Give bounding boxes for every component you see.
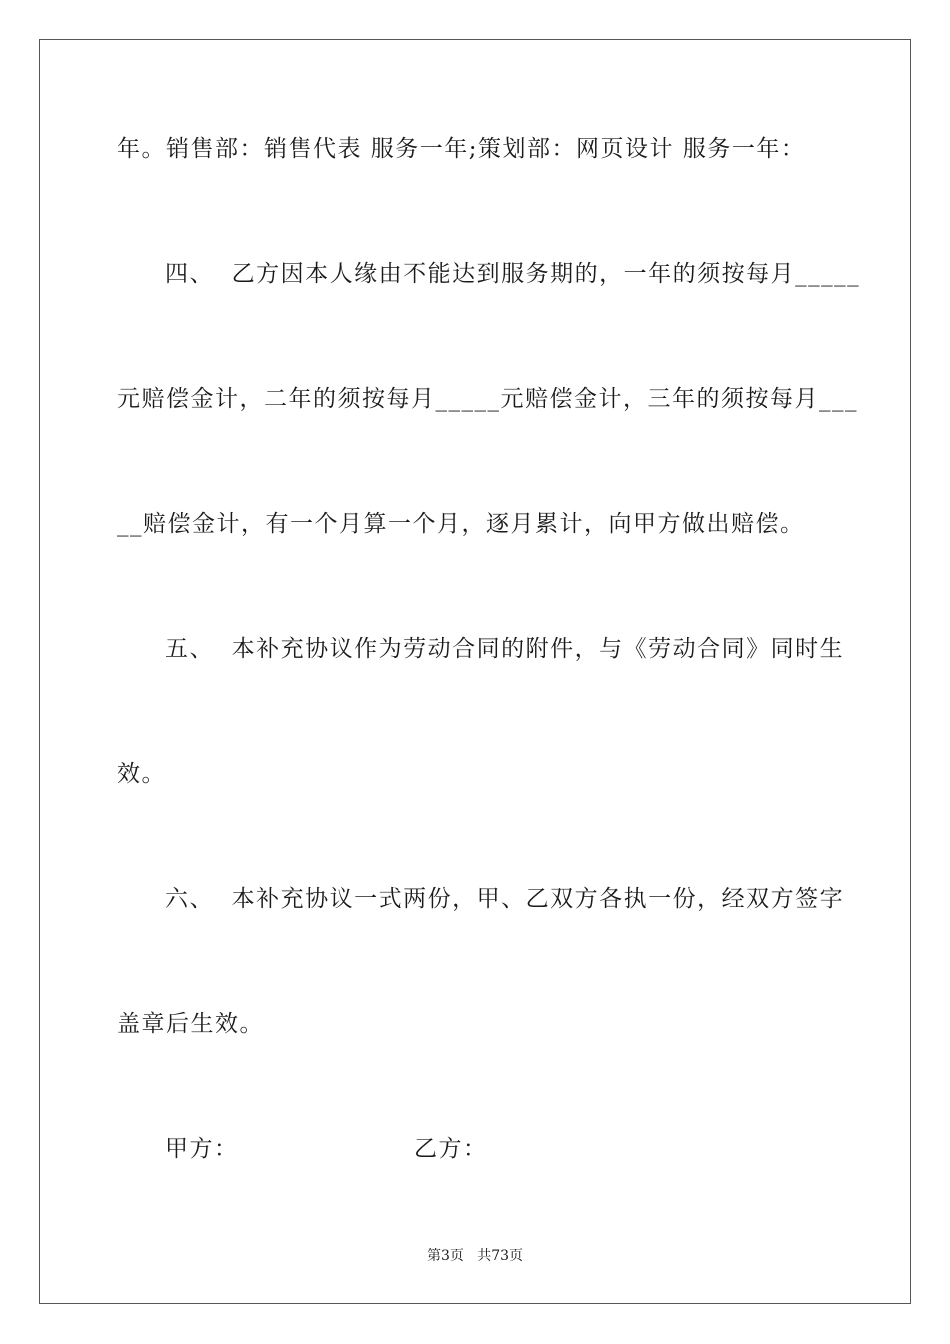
clause-six-line-2: 盖章后生效。 <box>117 1011 264 1037</box>
party-b-label: 乙方： <box>414 1136 488 1162</box>
clause-six-line-1: 六、 本补充协议一式两份，甲、乙双方各执一份，经双方签字 <box>165 886 845 912</box>
clause-five-line-2: 效。 <box>117 761 166 787</box>
clause-four-line-2: 元赔偿金计，二年的须按每月_____元赔偿金计，三年的须按每月___ <box>117 386 858 412</box>
text-line-1: 年。销售部：销售代表 服务一年;策划部：网页设计 服务一年： <box>117 136 806 162</box>
clause-four-line-3: __赔偿金计，有一个月算一个月，逐月累计，向甲方做出赔偿。 <box>117 511 805 537</box>
page-border <box>39 39 911 1304</box>
clause-four-line-1: 四、 乙方因本人缘由不能达到服务期的，一年的须按每月_____ <box>165 261 861 287</box>
party-a-label: 甲方： <box>165 1136 239 1162</box>
page-number-footer: 第3页 共73页 <box>426 1248 524 1264</box>
clause-five-line-1: 五、 本补充协议作为劳动合同的附件，与《劳动合同》同时生 <box>165 636 845 662</box>
